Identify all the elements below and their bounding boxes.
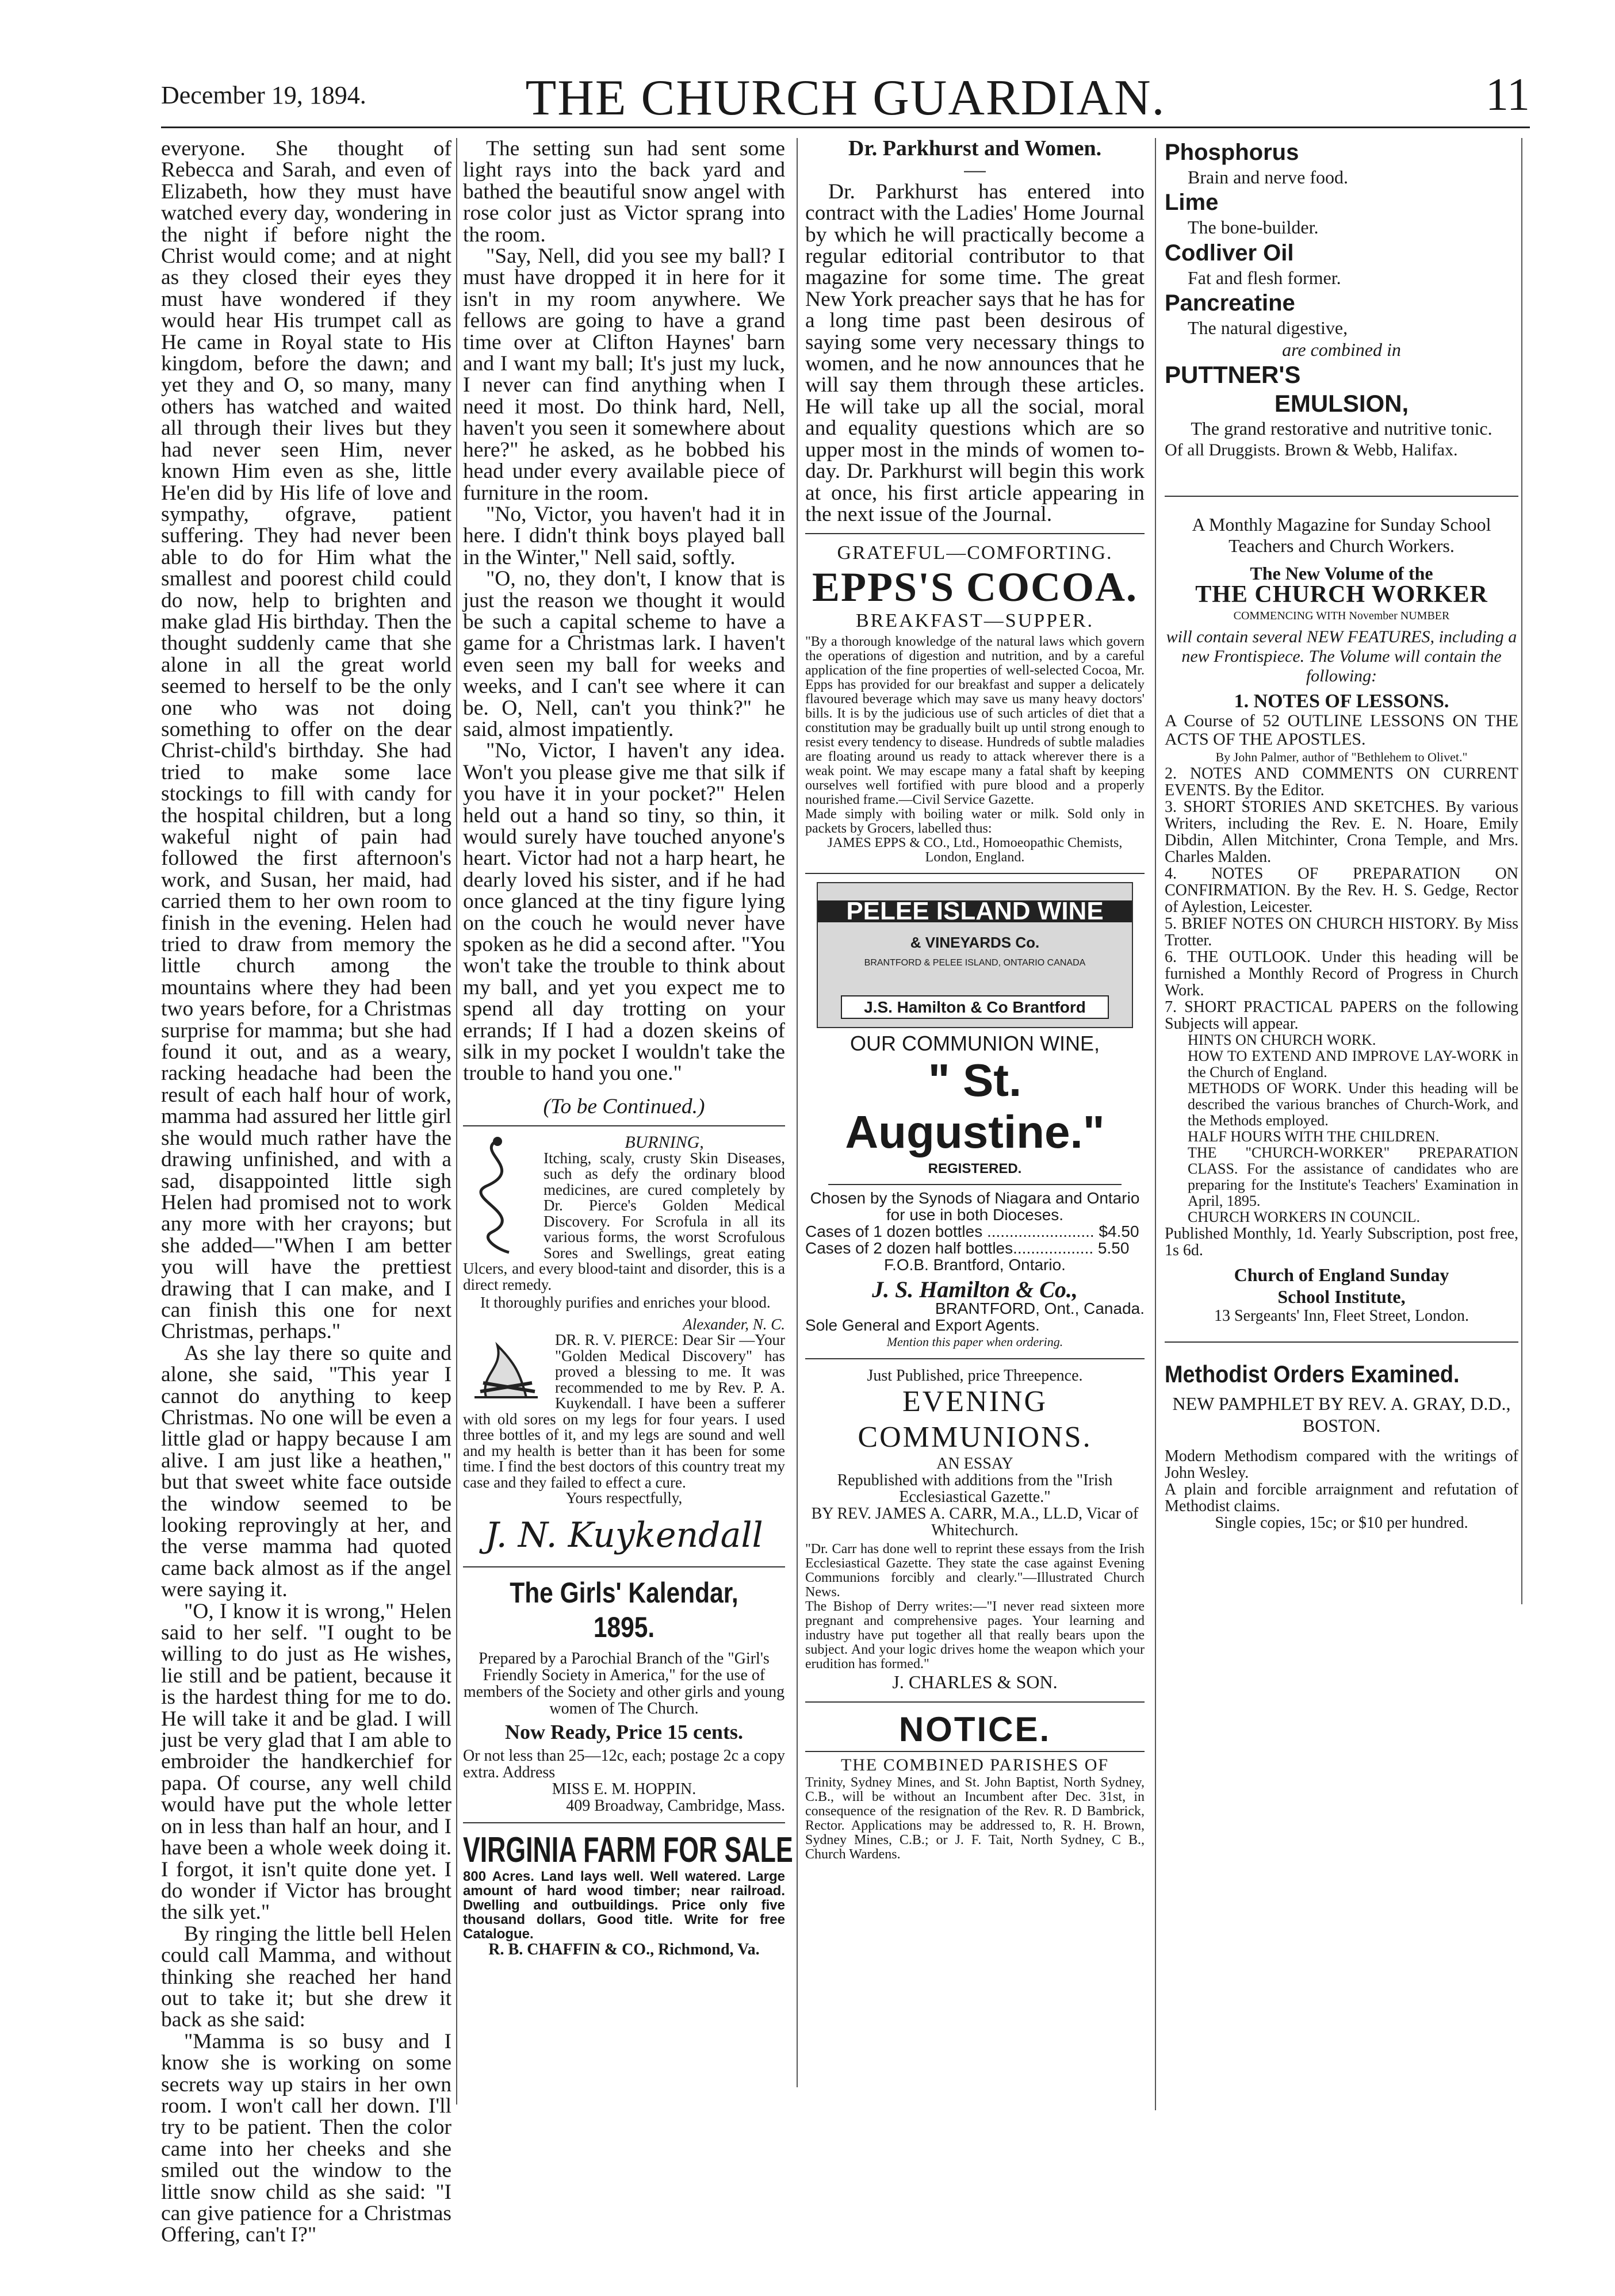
evening-essay: AN ESSAY [936, 1455, 1013, 1473]
kalendar-ad [463, 1576, 785, 1814]
puttner-item-desc: The natural digestive, [1188, 317, 1348, 339]
puttner-item-name: Phosphorus [1165, 140, 1299, 165]
divider [1165, 1341, 1518, 1343]
parkhurst-title: Dr. Parkhurst and Women. [848, 136, 1102, 160]
story-column-1 [161, 138, 451, 2246]
kalendar-addr1: MISS E. M. HOPPIN. [552, 1780, 696, 1799]
story-paragraph: "Say, Nell, did you see my ball? I must have dropped it in here for it isn't in my room anywhere. We fellows are going to have a grand time over at Clifton Haynes' barn and I want my ball; It's just my luck, I never can find anything when I need it most. Do think hard, Nell, haven't you seen it somewhere about here?" he asked, as he bobbed his head under every available piece of furniture in the room. [463, 244, 785, 505]
pelee-cases-2: Cases of 2 dozen half bottles.................. 5.50 [805, 1239, 1130, 1257]
notice-body: Trinity, Sydney Mines, and St. John Baptist, North Sydney, C.B., will be without an Incumbent after Dec. 31st, in consequence of the resignation of the Rev. R. D Bambrick, Rector. Applications may be addressed to, R. H. Brown, Sydney Mines, C.B.; or J. F. Tait, North Sydney, C B., Church Wardens. [805, 1775, 1145, 1862]
worker-subject: METHODS OF WORK. Under this heading will be described the various branches of Church-Work, and the Methods employed. [1188, 1080, 1518, 1129]
ads-column-3 [805, 138, 1145, 1862]
notice-head: THE COMBINED PARISHES OF [840, 1755, 1109, 1774]
epps-made: Made simply with boiling water or milk. Sold only in packets by Grocers, labelled thus: [805, 807, 1145, 837]
hamilton-firm: J. S. Hamilton & Co., [872, 1276, 1078, 1302]
parkhurst-body: Dr. Parkhurst has entered into contract with the Ladies' Home Journal by which he will practically become a regular editorial contributor to that magazine for some time. The great New York preacher says that he has for a long time past been desirous of saying some very necessary things to women, and he now announces that he will say them through these articles. He will take up all the social, moral and equality questions which are so upper most in the minds of women to-day. Dr. Parkhurst will begin this work at once, his first article appearing in the next issue of the Journal. [805, 179, 1145, 526]
burning-letter: DR. R. V. PIERCE: Dear Sir —Your "Golden Medical Discovery" has proved a blessing to me. It was recommended to me by Rev. P. A. Kuykendall. I have been a sufferer with old sores on my legs for four years. I used three bottles of it, and my legs are sound and well and my health is better than it has been for some time. I find the best doctors of this country treat my case and they failed to effect a cure. [463, 1331, 785, 1491]
divider [463, 1566, 785, 1567]
methodist-body2: A plain and forcible arraignment and refutation of Methodist claims. [1165, 1480, 1518, 1515]
burning-body: Itching, scaly, crusty Skin Diseases, such as defy the ordinary blood medicines, are cured completely by Dr. Pierce's Golden Medical Discovery. For Scrofula in all its various forms, the worst Scrofulous Sores and Swellings, great eating Ulcers, and every blood-taint and disorder, this is a direct remedy. [463, 1149, 785, 1293]
worker-list-item: 4. NOTES OF PREPARATION ON CONFIRMATION. By the Rev. H. S. Gedge, Rector of Aylestion, Leicester. [1165, 865, 1518, 917]
worker-inst-2: School Institute, [1277, 1286, 1406, 1307]
pelee-sub: & VINEYARDS Co. [910, 934, 1040, 952]
column-rule [1521, 138, 1522, 1604]
divider [463, 1822, 785, 1823]
virginia-farm-ad [463, 1830, 793, 1959]
methodist-pamph: NEW PAMPHLET BY REV. A. GRAY, D.D., BOSTON. [1172, 1393, 1511, 1436]
puttner-item-desc: The bone-builder. [1188, 217, 1319, 238]
worker-subject: CHURCH WORKERS IN COUNCIL. [1188, 1209, 1420, 1226]
pelee-wine-ad [805, 882, 1145, 1350]
puttner-combined: are combined in [1282, 339, 1401, 360]
burning-line2: It thoroughly purifies and enriches your blood. [480, 1294, 771, 1312]
burning-closing: Yours respectfully, [565, 1489, 683, 1507]
evening-quote: "Dr. Carr has done well to reprint these essays from the Irish Ecclesiastical Gazette. They state the case against Evening Communions forcibly and clearly."—Illustrated Church News. [805, 1542, 1145, 1600]
puttner-item-name: Codliver Oil [1165, 240, 1294, 266]
worker-list-item: 6. THE OUTLOOK. Under this heading will be furnished a Monthly Record of Progress in Church Work. [1165, 948, 1518, 1000]
worker-subject: HALF HOURS WITH THE CHILDREN. [1188, 1128, 1440, 1145]
story-paragraph: "Mamma is so busy and I know she is working on some secrets way up stairs in her own room. I won't call her down. I'll try to be patient. Then the color came into her cheeks and she smiled out the window to the little snow child as she said: "I can give patience for a Christmas Offering, can't I?" [161, 2029, 451, 2247]
ads-column-4 [1165, 138, 1518, 1531]
epps-body: "By a thorough knowledge of the natural laws which govern the operations of digestion and nutrition, and by a careful application of the fine properties of well-selected Cocoa, Mr. Epps has provided for our breakfast and supper a delicately flavoured beverage which may save us many heavy doctors' bills. It is by the judicious use of such articles of diet that a constitution may be gradually built up until strong enough to resist every tendency to disease. Hundreds of subtle maladies are floating around us ready to attack wherever there is a weak point. We may escape many a fatal shaft by keeping ourselves well fortified with pure blood and a properly nourished frame.—Civil Service Gazette. [805, 634, 1145, 808]
pelee-cases-1: Cases of 1 dozen bottles ........................ $4.50 [805, 1222, 1139, 1240]
story-paragraph: "O, no, they don't, I know that is just the reason we thought it would be such a capital scheme to have a game for a Christmas lark. I haven't even seen my ball for weeks and weeks, and I can't see where it can be. O, Nell, can't you think?" he said, almost impatiently. [463, 567, 785, 741]
kalendar-addr2: 409 Broadway, Cambridge, Mass. [566, 1797, 785, 1815]
column-rule [797, 138, 798, 2087]
methodist-title: Methodist Orders Examined. [1165, 1360, 1460, 1388]
worker-title: THE CHURCH WORKER [1195, 581, 1488, 608]
pelee-firm: J.S. Hamilton & Co Brantford [841, 995, 1109, 1019]
story-paragraph: "No, Victor, I haven't any idea. Won't you please give me that silk if you have it in your pocket?" Helen held out a hand so tiny, so thin, it would surely have touched anyone's heart. Victor had not a harp heart, he dearly loved his sister, and if he had once glanced at the tiny figure lying on the couch he would never have spoken as he did a second after. "You won't take the trouble to think about my ball, and yet you expect me to spend all day trotting on your errands; If I had a dozen skeins of silk in my pocket I wouldn't take the trouble to hand you one." [463, 739, 785, 1086]
divider [805, 873, 1145, 874]
evening-by: BY REV. JAMES A. CARR, M.A., LL.D, Vicar of Whitechurch. [811, 1505, 1139, 1540]
divider [805, 533, 1145, 534]
hamilton-agents: Sole General and Export Agents. [805, 1316, 1040, 1335]
mention-paper: Mention this paper when ordering. [886, 1335, 1063, 1350]
divider [1165, 496, 1518, 497]
puttner-item-name: Pancreatine [1165, 290, 1295, 316]
story-column-2 [463, 137, 793, 1959]
pelee-banner: PELEE ISLAND WINE [818, 900, 1132, 922]
pelee-place: BRANTFORD & PELEE ISLAND, ONTARIO CANADA [864, 958, 1086, 968]
worker-subject: HINTS ON CHURCH WORK. [1188, 1032, 1376, 1049]
worker-list-item: 3. SHORT STORIES AND SKETCHES. By various Writers, including the Rev. E. N. Hoare, Emily Dibdin, Allen Mitchinter, Crona Temple, and Mrs. Charles Malden. [1165, 798, 1518, 867]
epps-top: GRATEFUL—COMFORTING. [837, 542, 1113, 564]
issue-date: December 19, 1894. [161, 81, 366, 109]
worker-will: will contain several NEW FEATURES, including a new Frontispiece. The Volume will contain the following: [1166, 627, 1517, 685]
registered: REGISTERED. [928, 1160, 1022, 1176]
divider [805, 1358, 1145, 1359]
puttner-item-name: Lime [1165, 190, 1219, 216]
pelee-chosen: Chosen by the Synods of Niagara and Ontario for use in both Dioceses. [810, 1189, 1140, 1224]
evening-communions-ad [805, 1367, 1145, 1693]
divider [828, 1184, 1122, 1185]
worker-new-vol: The New Volume of the [1250, 562, 1433, 584]
church-worker-ad [1165, 514, 1518, 1324]
worker-subject: THE "CHURCH-WORKER" PREPARATION CLASS. For the assistance of candidates who are preparing for the Institute's Teachers' Examination in April, 1895. [1188, 1144, 1518, 1210]
divider [805, 1751, 1145, 1752]
epps-cocoa-ad [805, 542, 1145, 865]
worker-inst-1: Church of England Sunday [1234, 1264, 1449, 1286]
st-augustine: " St. Augustine." [845, 1054, 1105, 1157]
short-rule: — [964, 158, 986, 182]
communion-wine-line: OUR COMMUNION WINE, [850, 1032, 1100, 1056]
puttner-item-desc: Brain and nerve food. [1188, 167, 1349, 187]
worker-intro: A Monthly Magazine for Sunday School Teachers and Church Workers. [1192, 513, 1491, 557]
evening-firm: J. CHARLES & SON. [892, 1672, 1058, 1693]
story-paragraph: As she lay there so quite and alone, she said, "This year I cannot do anything to keep Christmas. No one will be even a little glad or happy because I am alive. I am just like a heathen," but that sweet white face outside the window seemed to be looking reprovingly at her, and the verse mamma had quoted came back almost as if the angel were saying it. [161, 1341, 451, 1602]
story-paragraph: "O, I know it is wrong," Helen said to her self. "I ought to be willing to do just as He wishes, lie still and be patient, because it is the hardest thing for me to do. He will take it and be glad. I will just be very glad that I am able to embroider the handkerchief for papa. Of course, any well child would have put the whole letter on in less than half an hour, and I have been a whole week doing it. I forgot, it isn't quite done yet. I do wonder if Victor has brought the silk yet." [161, 1599, 451, 1925]
evening-title: EVENING COMMUNIONS. [858, 1385, 1092, 1454]
worker-commencing: COMMENCING WITH November NUMBER [1233, 610, 1450, 623]
hamilton-addr: BRANTFORD, Ont., Canada. [935, 1300, 1145, 1318]
pelee-label-image [817, 882, 1133, 1028]
column-rule [1155, 138, 1156, 2110]
story-paragraph: By ringing the little bell Helen could call Mamma, and without thinking she reached her hand out to take it; but she drew it back as she said: [161, 1922, 451, 2032]
worker-notes-head: 1. NOTES OF LESSONS. [1234, 690, 1449, 712]
kalendar-body: Prepared by a Parochial Branch of the "Girl's Friendly Society in America," for the use of members of the Society and other girls and young women of The Church. [463, 1649, 785, 1718]
kalendar-note: Or not less than 25—12c, each; postage 2c a copy extra. Address [463, 1747, 785, 1782]
puttner-tonic: The grand restorative and nutritive tonic. [1191, 418, 1492, 439]
fire-illustration [463, 1317, 549, 1403]
story-paragraph: everyone. She thought of Rebecca and Sarah, and even of Elizabeth, how they must have watched every day, wondering in the night if before night the Christ would come; and at night as they closed their eyes they must have wondered if they would hear His trumpet call as He came in Royal state to His kingdom, before the dawn; and yet they and O, so many, many others has watched and waited all through their lives but they had never seen Him, never known Him even as she, little He'en did by His life of love and sympathy, ofgrave, patient suffering. They had never been able to do for Him what the smallest and poorest child could do now, help to brighten and make glad His birthday. Then the thought suddenly came that she alone in all the great world seemed to herself to be the only one who was not doing something to offer on the dear Christ-child's birthday. She had tried to make some lace stockings to fill with candy for the hospital children, but a long wakeful night of pain had followed the first afternoon's work, and Susan, her maid, had carried them to her own room to finish in the evening. Helen had tried to draw from memory the little church among the mountains where they had been two years before, for a Christmas surprise for mamma; but she had found it out, and as a weary, racking headache had been the result of each half hour of work, mamma had assured her little girl she would much rather have the drawing unfinished, and with a sad, disappointed little sigh Helen had promised not to work any more with her crayons; but she added—"When I am better you will have the prettiest drawing that I can make, and I can finish this one for next Christmas, perhaps." [161, 137, 451, 1344]
puttner-sold: Of all Druggists. Brown & Webb, Halifax. [1165, 440, 1458, 460]
evening-repub: Republished with additions from the "Irish Ecclesiastical Gazette." [837, 1471, 1113, 1507]
burning-headline: BURNING, [625, 1133, 704, 1152]
methodist-price: Single copies, 15c; or $10 per hundred. [1215, 1513, 1468, 1532]
puttner-brand-2: EMULSION, [1274, 390, 1409, 417]
worker-course-by: By John Palmer, author of "Bethlehem to Olivet." [1215, 750, 1468, 765]
worker-pub: Published Monthly, 1d. Yearly Subscription, post free, 1s 6d. [1165, 1225, 1518, 1260]
worker-subject: HOW TO EXTEND AND IMPROVE LAY-WORK in the Church of England. [1188, 1048, 1518, 1081]
epps-sub: BREAKFAST—SUPPER. [855, 610, 1094, 631]
page-header [161, 63, 1530, 128]
kalendar-price: Now Ready, Price 15 cents. [505, 1720, 743, 1743]
burning-place: Alexander, N. C. [683, 1315, 785, 1333]
story-paragraph: The setting sun had sent some light rays into the back yard and bathed the beautiful snow angel with rose color just as Victor sprang into the room. [463, 137, 785, 247]
worker-list-item: 5. BRIEF NOTES ON CHURCH HISTORY. By Miss Trotter. [1165, 915, 1518, 950]
masthead-title: THE CHURCH GUARDIAN. [525, 70, 1166, 126]
story-paragraph: "No, Victor, you haven't had it in here. I didn't think boys played ball in the Winter," Nell said, softly. [463, 502, 785, 569]
kalendar-title: The Girls' Kalendar, 1895. [510, 1576, 738, 1643]
virginia-firm: R. B. CHAFFIN & CO., Richmond, Va. [488, 1941, 760, 1959]
methodist-ad [1165, 1360, 1518, 1531]
evening-bishop: The Bishop of Derry writes:—"I never read sixteen more pregnant and comprehensive pages. Your learning and industry have put together all that really bears upon the subject. And your logic drives home the weapon which your erudition has formed." [805, 1599, 1145, 1672]
column-rule [456, 138, 457, 2105]
worker-list-item: 2. NOTES AND COMMENTS ON CURRENT EVENTS. By the Editor. [1165, 765, 1518, 800]
worker-course: A Course of 52 OUTLINE LESSONS ON THE ACTS OF THE APOSTLES. [1165, 711, 1518, 749]
pelee-fob: F.O.B. Brantford, Ontario. [884, 1255, 1066, 1274]
epps-firm: JAMES EPPS & CO., Ltd., Homoeopathic Chemists, London, England. [827, 835, 1123, 865]
snake-illustration [463, 1134, 538, 1255]
notice-ad [805, 1711, 1145, 1862]
virginia-title: VIRGINIA FARM FOR SALE [463, 1830, 793, 1870]
notice-title: NOTICE. [898, 1709, 1051, 1749]
signature: J. N. Kuykendall [485, 1515, 763, 1555]
page-number: 11 [1485, 70, 1530, 120]
puttner-item-desc: Fat and flesh former. [1188, 267, 1341, 288]
divider [463, 1125, 785, 1126]
burning-ad [463, 1134, 785, 1558]
virginia-body: 800 Acres. Land lays well. Well watered. Large amount of hard wood timber; near railroad. Dwelling and outbuildings. Price only five thousand dollars, Good title. Write for free Catalogue. [463, 1869, 785, 1942]
worker-inst-addr: 13 Sergeants' Inn, Fleet Street, London. [1214, 1307, 1469, 1325]
puttner-ad [1165, 138, 1518, 461]
evening-pub: Just Published, price Threepence. [867, 1367, 1083, 1385]
worker-list-item: 7. SHORT PRACTICAL PAPERS on the following Subjects will appear. [1165, 998, 1518, 1033]
epps-title: EPPS'S COCOA. [812, 564, 1138, 610]
to-be-continued: (To be Continued.) [543, 1094, 705, 1118]
divider [805, 1701, 1145, 1703]
puttner-brand-1: PUTTNER'S [1165, 361, 1301, 389]
methodist-body: Modern Methodism compared with the writings of John Wesley. [1165, 1447, 1518, 1482]
